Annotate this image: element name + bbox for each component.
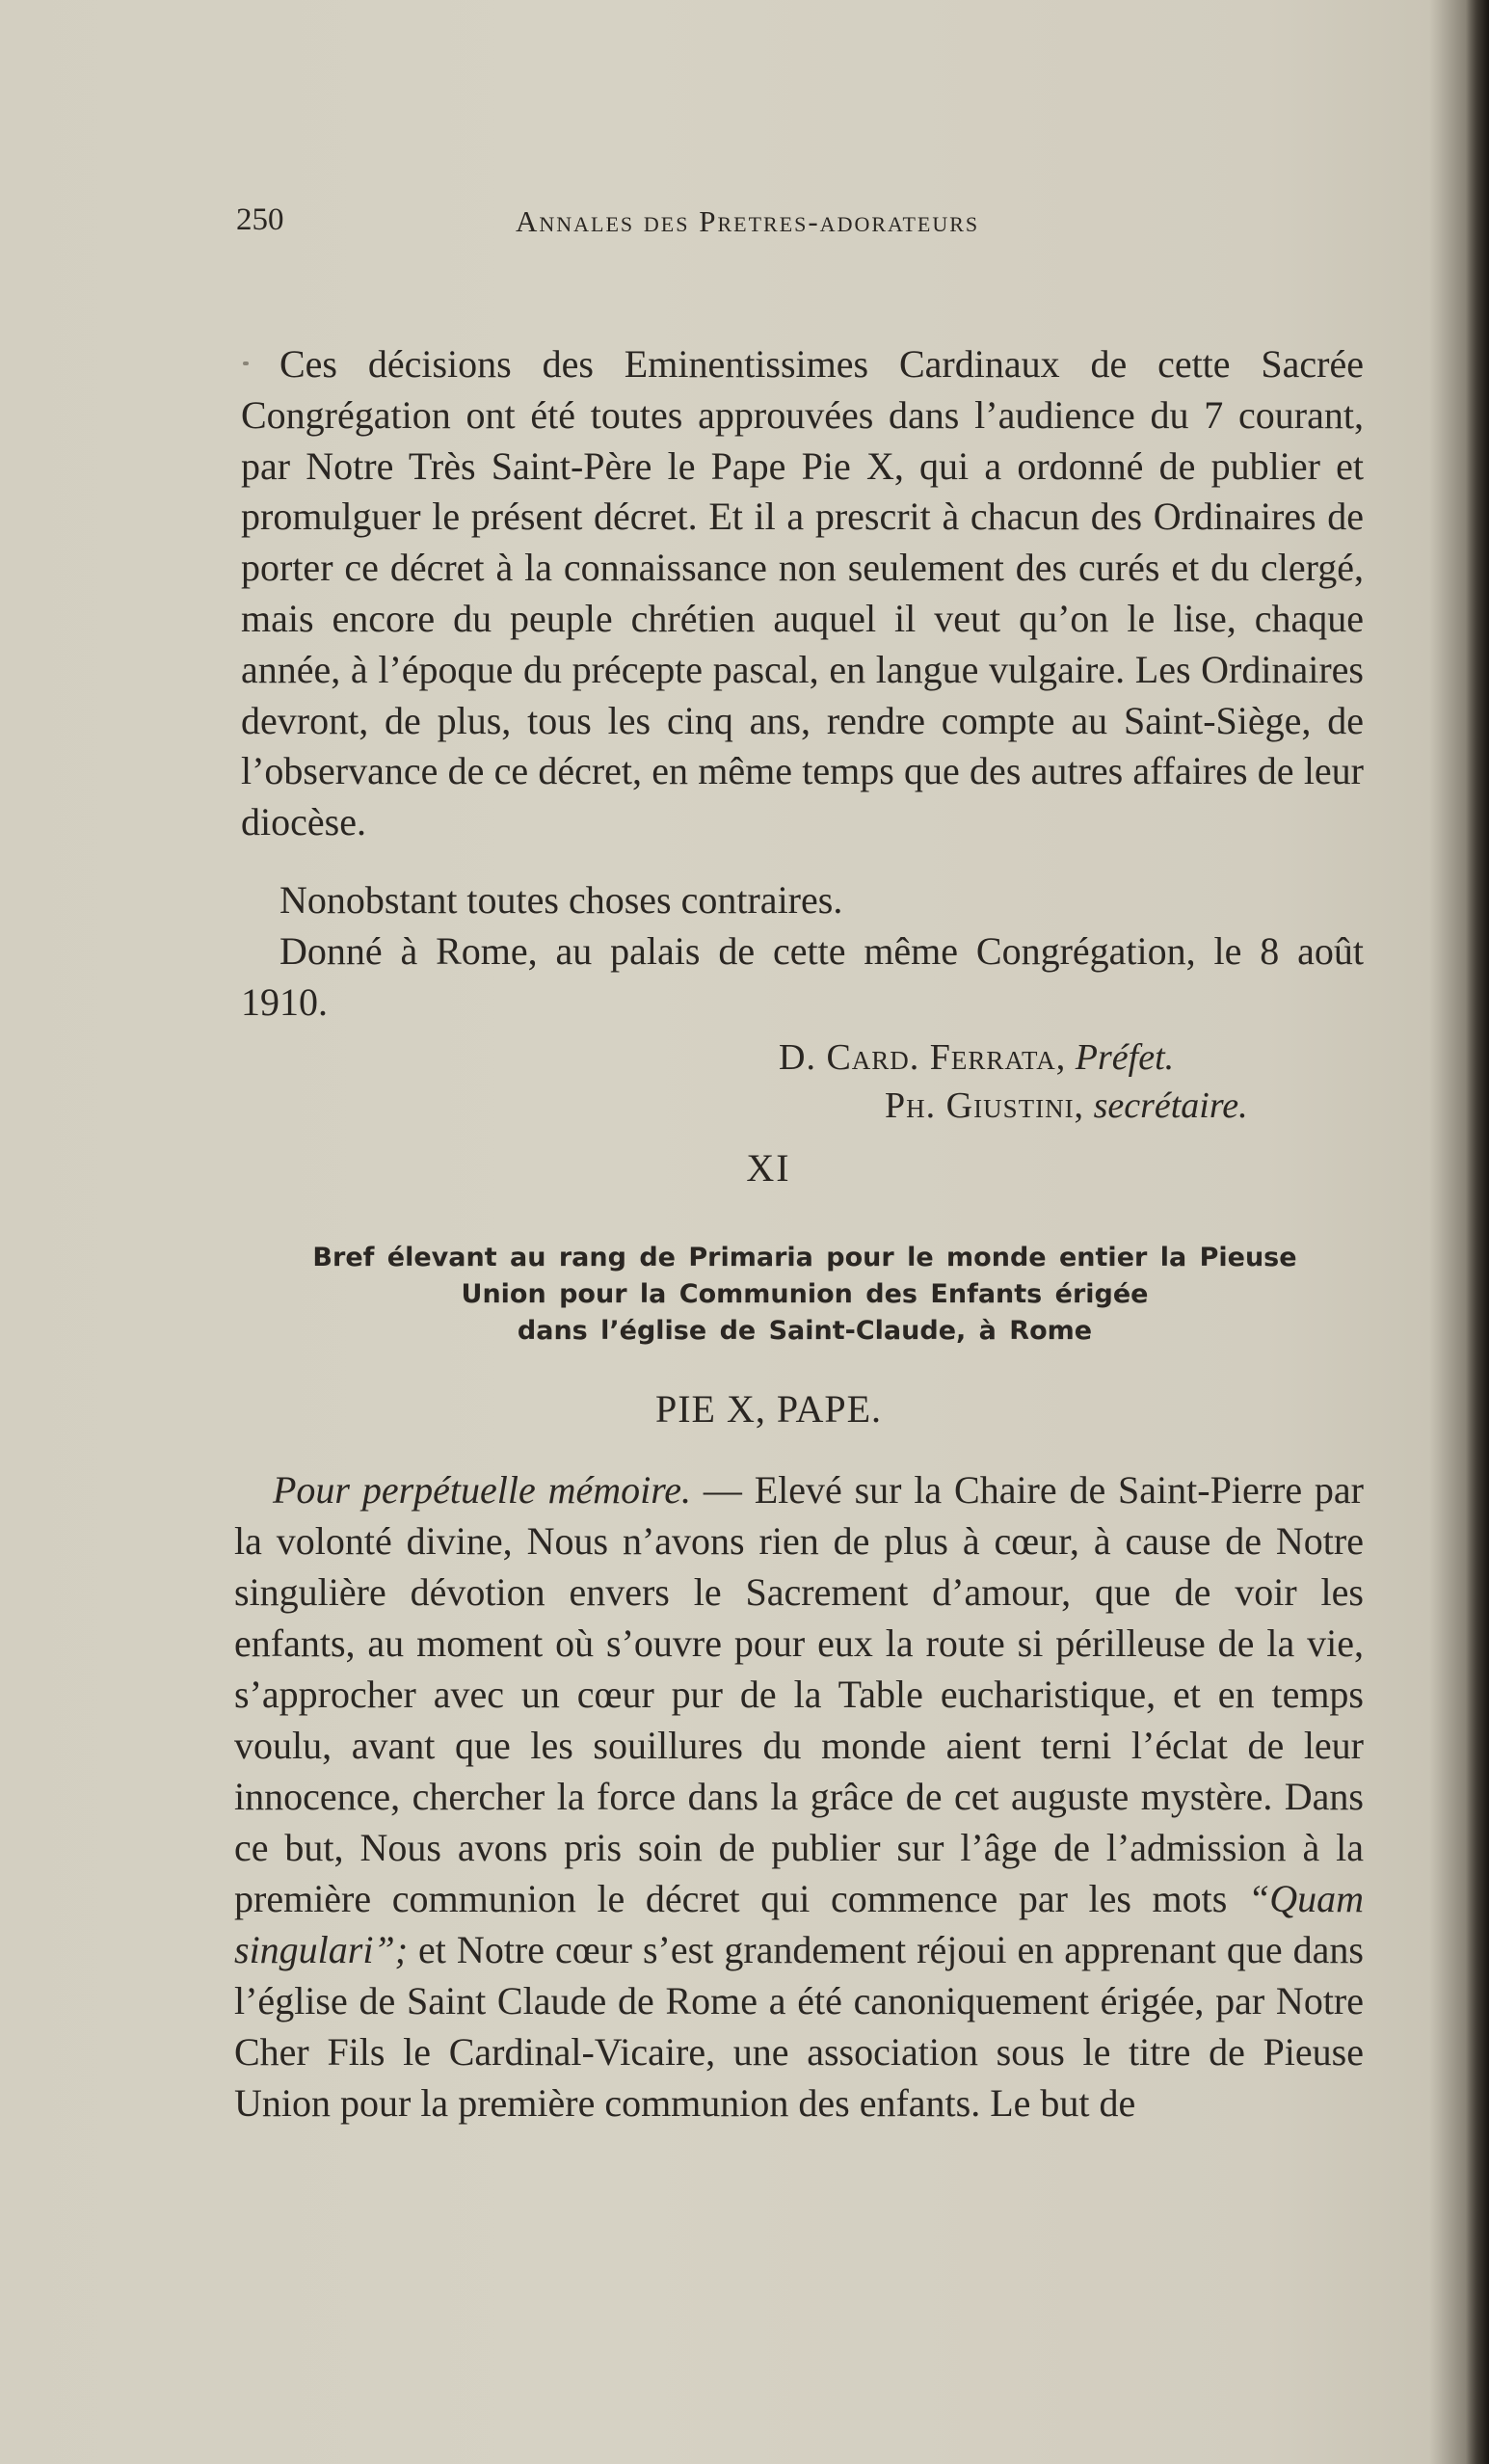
body-text: — Elevé sur la Chaire de Saint-Pierre par la volonté divine, Nous n’avons rien de plus à cœur, à cause de Notre singulière dévotion envers le Sacrement d’amour, que de voir les enfants, au moment où s’ouvre pour eux la route si périlleuse de la vie, s’approcher avec un cœur pur de la Table eucharistique, et en temps voulu, avant que les souillures du monde aient terni l’éclat de leur innocence, chercher la force dans la grâce de cet auguste mystère. Dans ce but, Nous avons pris soin de publier sur l’âge de l’admission à la première communion le décret qui commence par les mots — [234, 1468, 1364, 1920]
page-header — [236, 202, 1373, 251]
decree-paragraph-1 — [241, 339, 1364, 848]
page-number: 250 — [236, 202, 284, 237]
signatory-name: Ph. Giustini, — [885, 1085, 1085, 1126]
paragraph-text: Ces décisions des Eminentissimes Cardinaux de cette Sacrée Congrégation ont été toutes approuvées dans l’audience du 7 courant, par Notre Très Saint-Père le Pape Pie X, qui a ordonné de publier et promulguer le présent décret. Et il a prescrit à chacun des Ordinaires de porter ce décret à la connaissance non seulement des curés et du clergé, mais encore du peuple chrétien auquel il veut qu’on le lise, chaque année, à l’époque du précepte pascal, en langue vulgaire. Les Ordinaires devront, de plus, tous les cinq ans, rendre compte au Saint-Siège, de l’observance de ce décret, en même temps que des autres affaires de leur diocèse. — [241, 342, 1364, 844]
paragraph-text — [234, 1464, 1364, 2129]
lead-phrase: Pour perpétuelle mémoire. — [273, 1468, 692, 1512]
running-title: Annales des Pretres-adorateurs — [516, 204, 980, 238]
page-binding-shadow — [1466, 0, 1489, 2464]
signatory-role: secrétaire. — [1093, 1085, 1248, 1126]
signatory-name: D. Card. Ferrata, — [779, 1037, 1067, 1078]
pope-title: PIE X, PAPE. — [654, 1387, 883, 1431]
body-text: et Notre cœur s’est grandement réjoui en apprenant que dans l’église de Saint Claude de Rome a été canoniquement érigée, par Notre Cher Fils le Cardinal-Vicaire, une association sous le titre de Pieuse Union pour la première communion des enfants. Le but de — [234, 1928, 1364, 2125]
decree-paragraph-2 — [241, 875, 1364, 926]
heading-line: Bref élevant au rang de Primaria pour le monde entier la Pieuse — [312, 1243, 1297, 1272]
section-heading — [226, 1240, 1383, 1350]
section-number: XI — [746, 1146, 791, 1190]
signatory-role: Préfet. — [1075, 1037, 1175, 1078]
paragraph-text: Nonobstant toutes choses contraires. — [279, 878, 843, 922]
heading-line: dans l’église de Saint-Claude, à Rome — [517, 1316, 1093, 1346]
quoted-title: “Quam singulari”; — [234, 1877, 1364, 1971]
decree-paragraph-3 — [241, 926, 1364, 1029]
brief-paragraph — [234, 1464, 1364, 2129]
signature-secretary — [885, 1082, 1248, 1130]
heading-line: Union pour la Communion des Enfants érigée — [461, 1279, 1149, 1309]
paragraph-text: Donné à Rome, au palais de cette même Congrégation, le 8 août 1910. — [241, 929, 1364, 1024]
signature-prefect — [779, 1033, 1174, 1082]
